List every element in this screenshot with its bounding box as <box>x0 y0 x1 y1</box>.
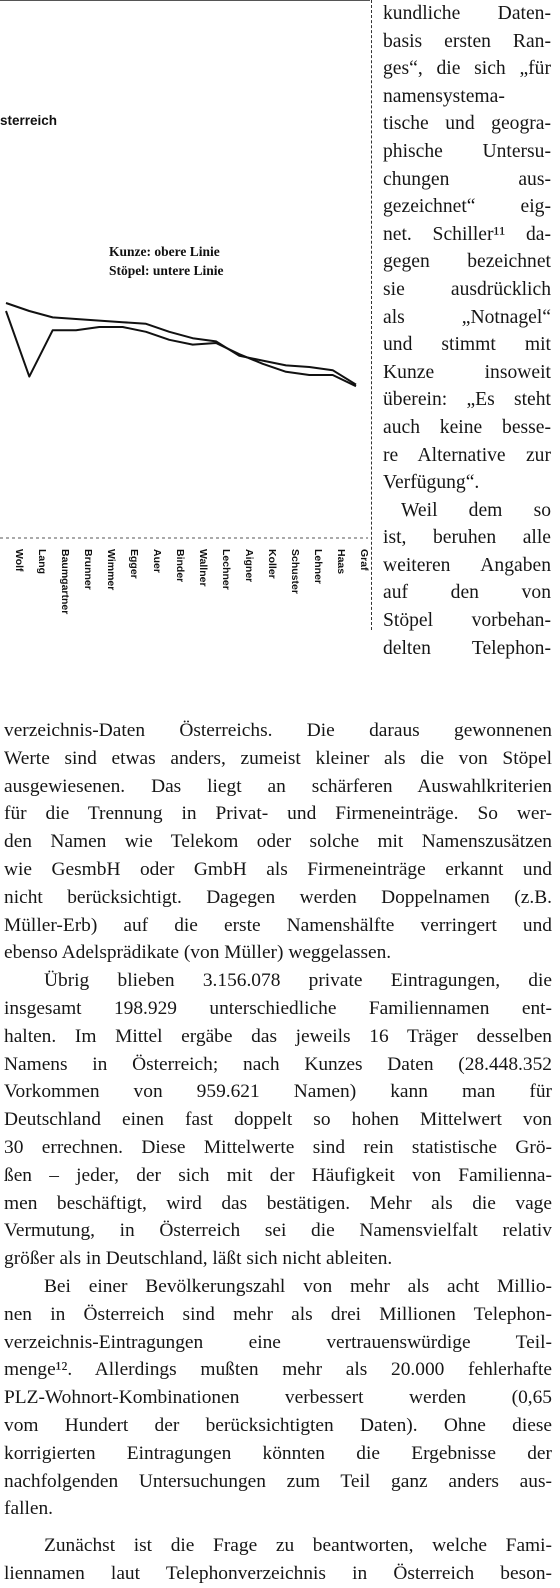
chart-title: sterreich <box>0 113 58 128</box>
x-tick-label: Auer <box>151 549 163 573</box>
text-line: re Alternative zur <box>383 444 551 466</box>
text-line: sie ausdrücklich <box>383 278 551 300</box>
text-line: korrigierten Eintragungen könnten die Ergebnisse der <box>4 1442 552 1464</box>
text-line: men beschäftigt, wird das bestätigen. Mehr als die vage <box>4 1192 552 1214</box>
text-line: für die Trennung in Privat- und Firmeneinträge. So wer- <box>4 803 552 825</box>
text-line: halten. Im Mittel ergäbe das jeweils 16 Träger desselben <box>4 1025 552 1047</box>
x-tick-label: Brunner <box>82 549 94 590</box>
series-line-1 <box>6 311 356 386</box>
text-line: gegen bezeichnet <box>383 251 551 273</box>
text-line: insgesamt 198.929 unterschiedliche Familiennamen ent- <box>4 997 552 1019</box>
text-line: Bei einer Bevölkerungszahl von mehr als acht Millio- <box>44 1275 552 1297</box>
text-line: namensystema- <box>383 85 505 107</box>
text-line: weiteren Angaben <box>383 554 551 576</box>
text-line: und stimmt mit <box>383 334 551 356</box>
text-line: nen in Österreich sind mehr als drei Millionen Telephon- <box>4 1303 552 1325</box>
text-line: Werte sind etwas anders, zumeist kleiner als die von Stöpel <box>4 747 552 769</box>
text-line: kundliche Daten- <box>383 3 551 24</box>
text-line: Verfügung“. <box>383 472 480 494</box>
text-line: auf den von <box>383 582 551 604</box>
x-tick-label: Lehner <box>312 549 324 585</box>
text-line: verzeichnis-Daten Österreichs. Die daraus gewonnenen <box>4 720 552 741</box>
text-line: ist, beruhen alle <box>383 527 551 549</box>
chart-figure <box>0 0 370 691</box>
x-tick-label: Graf <box>358 549 370 571</box>
text-line: ebenso Adelsprädikate (von Müller) weggelassen. <box>4 942 392 964</box>
text-line: fallen. <box>4 1498 53 1520</box>
text-line: ausgewiesenen. Das liegt an schärferen Auswahlkriterien <box>4 775 552 797</box>
x-tick-label: Aigner <box>243 549 255 583</box>
text-line: Weil dem so <box>401 499 551 521</box>
x-tick-label: Egger <box>128 549 140 579</box>
text-line: tische und geogra- <box>383 113 551 135</box>
x-tick-label: Koller <box>266 549 278 579</box>
text-line: 30 errechnen. Diese Mittelwerte sind rein statistische Grö- <box>4 1136 552 1158</box>
text-line: Müller-Erb) auf die erste Namenshälfte verringert und <box>4 914 552 936</box>
text-line: delten Telephon- <box>383 637 551 659</box>
text-line: Deutschland einen fast doppelt so hohen Mittelwert von <box>4 1109 552 1131</box>
text-line: Zunächst ist die Frage zu beantworten, welche Fami- <box>44 1535 552 1557</box>
text-line: Übrig blieben 3.156.078 private Eintragungen, die <box>44 970 552 992</box>
text-line: größer als in Deutschland, läßt sich nicht ableiten. <box>4 1248 393 1270</box>
text-line: basis ersten Ran- <box>383 30 551 52</box>
x-tick-label: Binder <box>174 549 186 583</box>
text-line: auch keine besse- <box>383 416 551 438</box>
x-tick-label: Baumgartner <box>59 549 71 615</box>
text-line: vom Hundert der berücksichtigten Daten). Ohne diese <box>4 1414 552 1436</box>
text-line: wie GesmbH oder GmbH als Firmeneinträge erkannt und <box>4 858 552 880</box>
text-line: PLZ-Wohnort-Kombinationen verbessert werden (0,65 <box>4 1387 552 1409</box>
text-line: menge¹². Allerdings mußten mehr als 20.000 fehlerhafte <box>4 1359 552 1381</box>
text-line: chungen aus- <box>383 168 551 190</box>
body-text <box>4 717 552 1588</box>
text-line: als „Notnagel“ <box>383 306 551 328</box>
chart-annotation-stoepel: Stöpel: untere Linie <box>109 263 224 278</box>
text-line: Kunze insoweit <box>383 361 551 383</box>
text-line: gezeichnet“ eig- <box>383 196 551 218</box>
line-chart <box>0 1 370 691</box>
text-line: Stöpel vorbehan- <box>383 610 551 632</box>
text-line: Namens in Österreich; nach Kunzes Daten (28.448.352 <box>4 1053 552 1075</box>
text-line: ßen – jeder, der sich mit der Häufigkeit von Familienna- <box>4 1164 552 1186</box>
x-tick-label: Schuster <box>289 549 301 594</box>
text-line: liennamen laut Telephonverzeichnis in Österreich beson- <box>4 1562 552 1584</box>
text-line: den Namen wie Telekom oder solche mit Namenszusätzen <box>4 831 552 853</box>
side-column-text <box>383 0 551 662</box>
series-line-0 <box>6 303 356 385</box>
x-tick-label: Lechner <box>220 549 232 590</box>
text-line: überein: „Es steht <box>383 389 551 411</box>
column-separator <box>371 0 372 630</box>
text-line: Vorkommen von 959.621 Namen) kann man für <box>4 1081 552 1103</box>
text-line: net. Schiller¹¹ da- <box>383 223 551 245</box>
text-line: phische Untersu- <box>383 140 551 162</box>
text-line: verzeichnis-Eintragungen eine vertrauenswürdige Teil- <box>4 1331 552 1353</box>
x-tick-label: Wolf <box>13 549 25 572</box>
x-tick-label: Wimmer <box>105 549 117 591</box>
chart-annotation-kunze: Kunze: obere Linie <box>109 244 220 259</box>
text-line: nicht berücksichtigt. Dagegen werden Doppelnamen (z.B. <box>4 886 552 908</box>
x-tick-label: Wallner <box>197 549 209 587</box>
x-tick-label: Lang <box>36 549 48 575</box>
x-tick-label: Haas <box>335 549 347 575</box>
text-line: nachfolgenden Untersuchungen zum Teil ganz anders aus- <box>4 1470 552 1492</box>
text-line: ges“, die sich „für <box>383 58 551 80</box>
text-line: Vermutung, in Österreich sei die Namensvielfalt relativ <box>4 1220 552 1242</box>
